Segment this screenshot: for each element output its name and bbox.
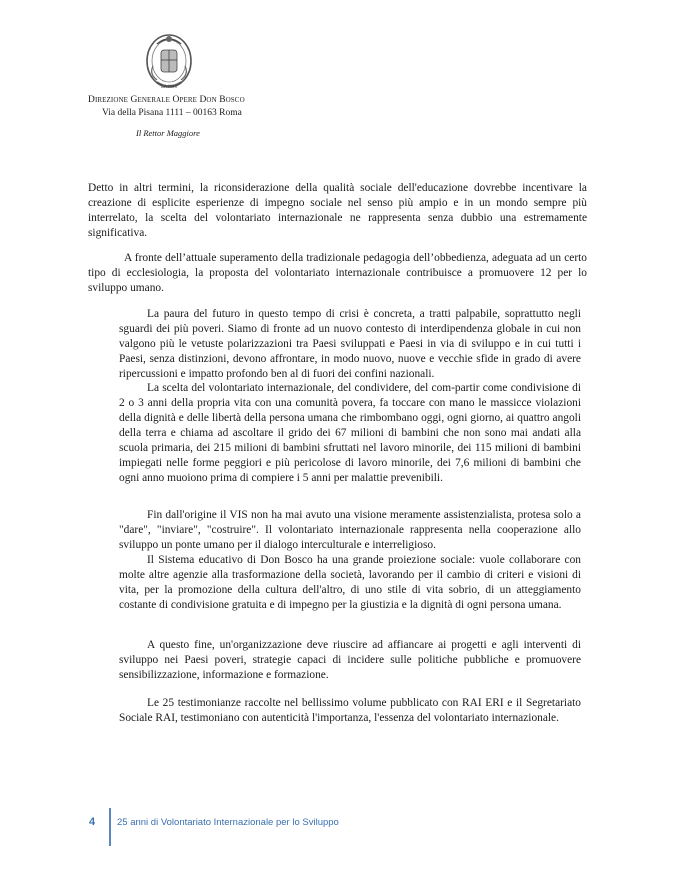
salesian-coat-of-arms-icon: [143, 30, 195, 92]
organization-name: Direzione Generale Opere Don Bosco: [88, 95, 245, 105]
quote-paragraph-3: Fin dall'origine il VIS non ha mai avuto una visione meramente assistenzialista, protesa solo a "dare", "inviare", "costruire". Il volontariato internazionale rappresenta nella cooperazione allo sviluppo un ponte umano per il dialogo interculturale e interreligioso.: [119, 509, 581, 551]
quote-paragraph-5: A questo fine, un'organizzazione deve riuscire ad affiancare ai progetti e agli interventi di sviluppo nei Paesi poveri, strategie capaci di incidere sulle politiche pubbliche e promuovere sensibilizzazione, informazione e formazione.: [119, 639, 581, 681]
footer-title: 25 anni di Volontariato Internazionale per lo Sviluppo: [117, 817, 339, 828]
paragraph-1: Detto in altri termini, la riconsiderazione della qualità sociale dell'educazione dovrebbe incentivare la creazione di esplicite esperienze di impegno sociale nel senso più ampio e in un mondo sempre più interrelato, la scelta del volontariato internazionale ne rappresenta senza dubbio una estremamente significativa.: [88, 182, 587, 239]
footer-divider: [109, 808, 111, 846]
quote-paragraph-4: Il Sistema educativo di Don Bosco ha una grande proiezione sociale: vuole collaborare con molte altre agenzie alla trasformazione della società, lavorando per il cambio di criteri e visioni di vita, per la promozione della cultura dell'altro, di uno stile di vita sobrio, di un atteggiamento costante di condivisione gratuita e di impegno per la giustizia e la dignità di ogni persona umana.: [119, 554, 581, 611]
quote-paragraph-2: La scelta del volontariato internazionale, del condividere, del com-partir come condivisione di 2 o 3 anni della propria vita con una comunità povera, fa toccare con mano le massicce violazioni della dignità e delle libertà della persona umana che rimbombano oggi, ogni giorno, ai quattro angoli della terra e chiama ad ascoltare il grido dei 67 milioni di bambini che non sono mai andati alla scuola primaria, dei 215 milioni di bambini sfruttati nel lavoro minorile, dei 115 milioni di bambini impiegati nelle forme peggiori e più pericolose di lavoro minorile, dei 7,6 milioni di bambini che ogni anno muoiono prima di compiere i 5 anni per malattie prevenibili.: [119, 382, 581, 484]
page-number: 4: [89, 816, 96, 828]
quote-paragraph-1: La paura del futuro in questo tempo di crisi è concreta, a tratti palpabile, soprattutto negli sguardi dei più poveri. Siamo di fronte ad un nuovo contesto di interdipendenza globale in cui non valgono più le vetuste polarizzazioni tra Paesi sviluppati e Paesi in via di sviluppo e in cui tutti i Paesi, senza distinzioni, devono affrontare, in modo nuovo, nuove e vecchie sfide in grado di avere ripercussioni e impatto profondo ben al di fuori dei confini nazionali.: [119, 308, 581, 380]
paragraph-2: A fronte dell’attuale superamento della tradizionale pedagogia dell’obbedienza, adeguata ad un certo tipo di ecclesiologia, la proposta del volontariato internazionale contribuisce a promuovere 12 per lo sviluppo umano.: [88, 252, 587, 294]
signatory-role: Il Rettor Maggiore: [136, 128, 200, 138]
quote-paragraph-6: Le 25 testimonianze raccolte nel bellissimo volume pubblicato con RAI ERI e il Segretariato Sociale RAI, testimoniano con autenticità l'importanza, l'essenza del volontariato internazionale.: [119, 697, 581, 724]
organization-address: Via della Pisana 1111 – 00163 Roma: [102, 108, 242, 118]
svg-text:DA MIHI: DA MIHI: [161, 84, 177, 89]
